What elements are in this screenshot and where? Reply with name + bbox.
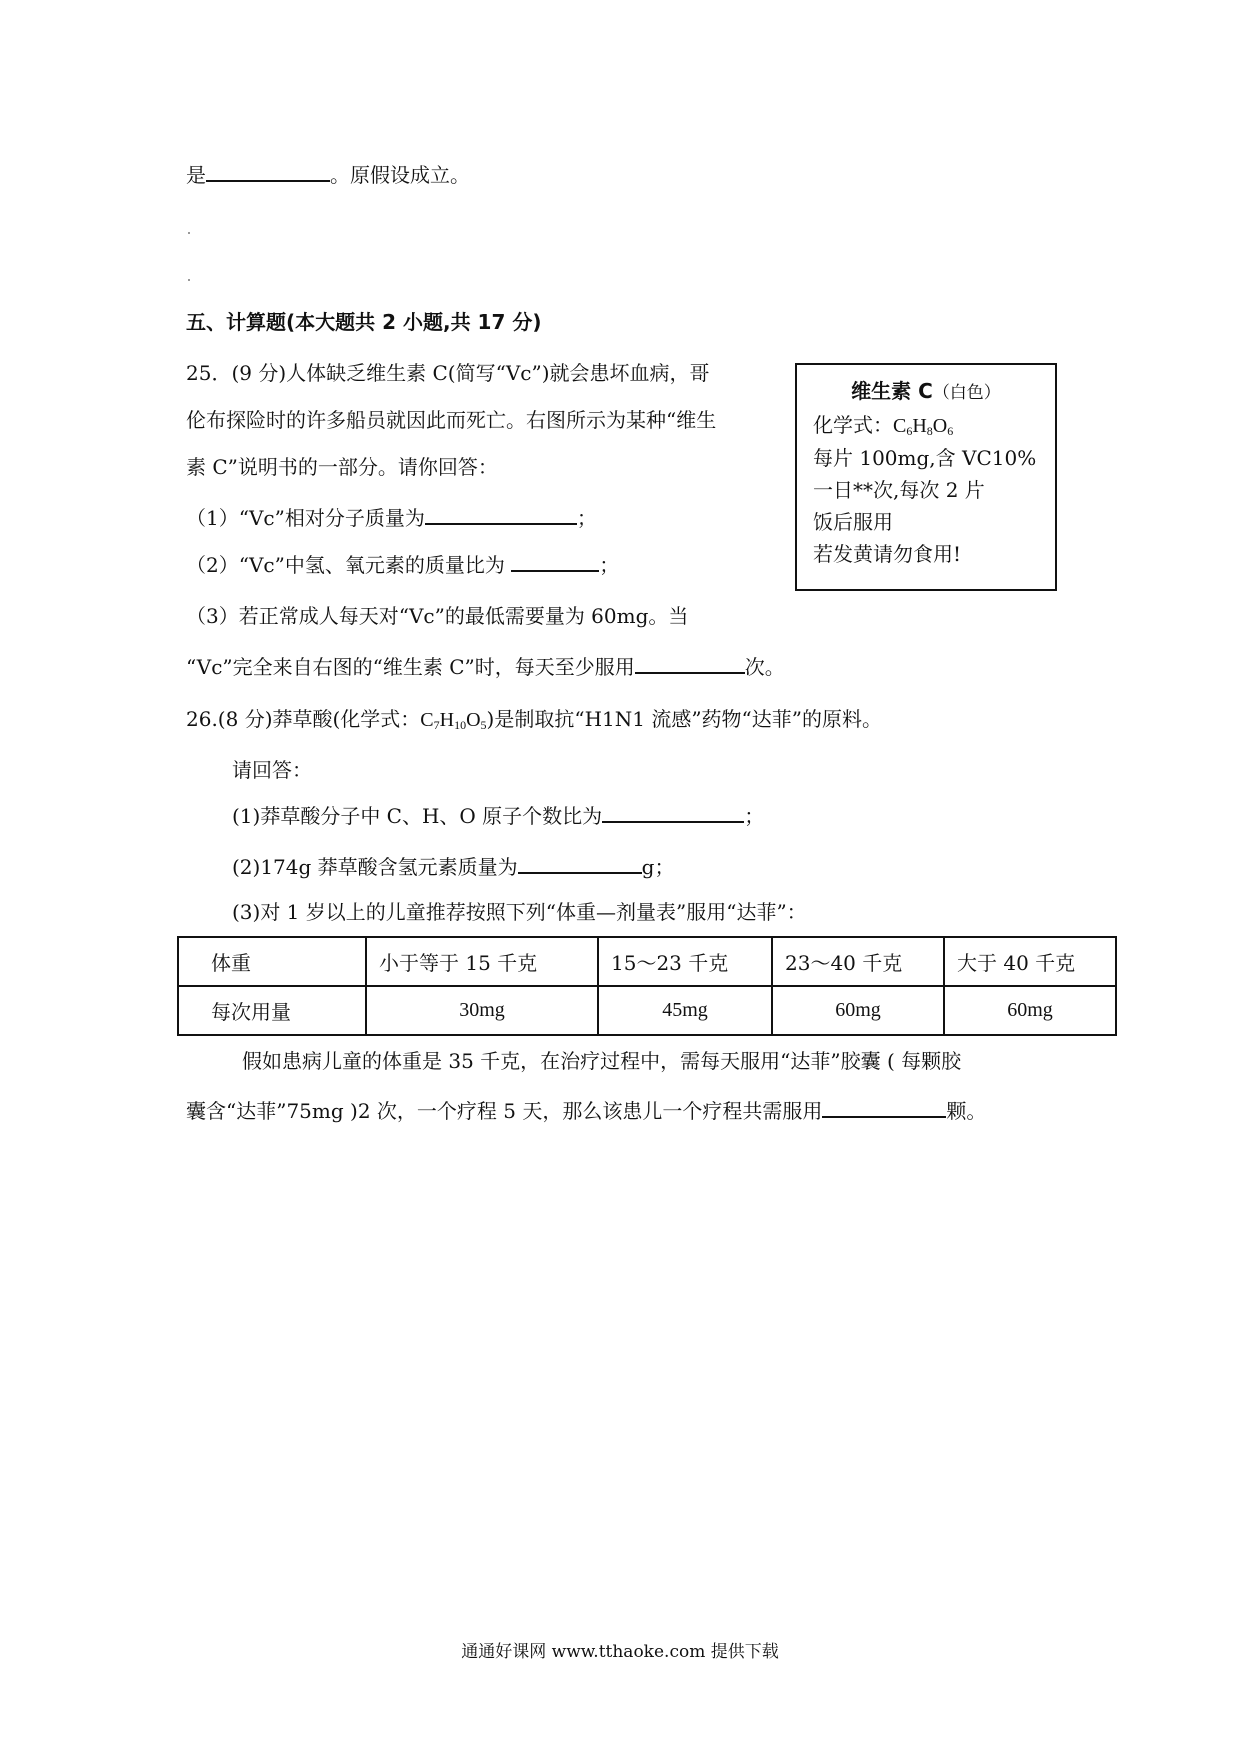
answer-blank[interactable] — [511, 552, 599, 572]
table-cell: 体重 — [178, 937, 366, 986]
vc-formula-row — [813, 409, 1055, 442]
carryover-line — [186, 160, 470, 190]
q26-line1-suffix: )是制取抗“H1N1 流感”药物“达菲”的原料。 — [486, 707, 882, 731]
table-cell: 大于 40 千克 — [944, 937, 1116, 986]
answer-blank[interactable] — [425, 505, 577, 525]
stray-mark — [188, 279, 190, 281]
table-cell: 45mg — [598, 986, 772, 1035]
q25-sub2-text: （2）“Vc”中氢、氧元素的质量比为 — [186, 553, 512, 577]
q26-sub1-end: ； — [744, 804, 765, 828]
stray-mark — [188, 232, 190, 234]
q26-sub1-text: (1)莽草酸分子中 C、H、O 原子个数比为 — [232, 804, 603, 828]
q25-line2: 伦布探险时的许多船员就因此而死亡。右图所示为某种“维生 — [186, 408, 717, 432]
vc-formula: $C_6H_8O_6$ — [893, 415, 954, 438]
q26-para-end: 颗。 — [946, 1099, 987, 1123]
table-cell: 60mg — [944, 986, 1116, 1035]
vc-frequency: 一日**次,每次 2 片 — [813, 478, 985, 502]
vc-title: 维生素 C — [851, 379, 933, 403]
q25-sub2-end: ； — [599, 553, 620, 577]
table-cell: 小于等于 15 千克 — [366, 937, 598, 986]
carryover-suffix: 。原假设成立。 — [330, 163, 470, 187]
vc-formula-label: 化学式： — [813, 413, 893, 437]
answer-blank[interactable] — [822, 1098, 946, 1118]
q26-sub2-end: g； — [641, 855, 675, 879]
vitamin-c-label-box — [795, 363, 1057, 591]
vc-warning: 若发黄请勿食用! — [813, 542, 962, 566]
q25-sub2 — [186, 550, 619, 580]
answer-blank[interactable] — [206, 162, 330, 182]
q25-sub3-text: “Vc”完全来自右图的“维生素 C”时，每天至少服用 — [186, 655, 635, 679]
table-cell: 23～40 千克 — [772, 937, 944, 986]
q25-sub3-line2 — [186, 652, 785, 682]
table-cell: 每次用量 — [178, 986, 366, 1035]
q26-prompt: 请回答： — [232, 758, 312, 782]
q25-sub1-text: （1）“Vc”相对分子质量为 — [186, 506, 425, 530]
q26-sub2-text: (2)174g 莽草酸含氢元素质量为 — [232, 855, 518, 879]
answer-blank[interactable] — [602, 803, 744, 823]
table-cell: 30mg — [366, 986, 598, 1035]
vc-after-meal: 饭后服用 — [813, 510, 893, 534]
answer-blank[interactable] — [518, 854, 642, 874]
vc-box-title — [813, 375, 1055, 409]
table-row — [178, 986, 1116, 1035]
table-cell: 60mg — [772, 986, 944, 1035]
q26-line1-prefix: 26.(8 分)莽草酸(化学式： — [186, 707, 421, 731]
q26-sub3: (3)对 1 岁以上的儿童推荐按照下列“体重—剂量表”服用“达菲”： — [232, 900, 807, 924]
q26-para-line1: 假如患病儿童的体重是 35 千克，在治疗过程中，需每天服用“达菲”胶囊 ( 每颗胶 — [242, 1049, 962, 1073]
q26-sub2 — [232, 852, 674, 882]
q26-para-text: 囊含“达菲”75mg )2 次，一个疗程 5 天，那么该患儿一个疗程共需服用 — [186, 1099, 823, 1123]
table-header-row — [178, 937, 1116, 986]
q25-sub1 — [186, 503, 597, 533]
q25-line3: 素 C”说明书的一部分。请你回答： — [186, 455, 498, 479]
dose-table — [177, 936, 1117, 1036]
q25-sub3-line1: （3）若正常成人每天对“Vc”的最低需要量为 60mg。当 — [186, 604, 689, 628]
q25-sub1-end: ； — [576, 506, 597, 530]
q26-sub1 — [232, 801, 764, 831]
section-title: 五、计算题(本大题共 2 小题,共 17 分) — [186, 310, 542, 334]
carryover-prefix: 是 — [186, 163, 206, 187]
answer-blank[interactable] — [635, 654, 745, 674]
table-cell: 15～23 千克 — [598, 937, 772, 986]
q25-line1: 25．(9 分)人体缺乏维生素 C(简写“Vc”)就会患坏血病，哥 — [186, 361, 710, 385]
q26-para-line2 — [186, 1096, 986, 1126]
footer-watermark: 通通好课网 www.tthaoke.com 提供下载 — [461, 1642, 779, 1662]
q25-sub3-end: 次。 — [744, 655, 785, 679]
vc-title-note: （白色） — [932, 383, 1001, 403]
q26-formula: $C_7H_{10}O_5$ — [420, 709, 487, 732]
q26-line1 — [186, 704, 882, 735]
vc-dose-per-tablet: 每片 100mg,含 VC10% — [813, 446, 1037, 470]
